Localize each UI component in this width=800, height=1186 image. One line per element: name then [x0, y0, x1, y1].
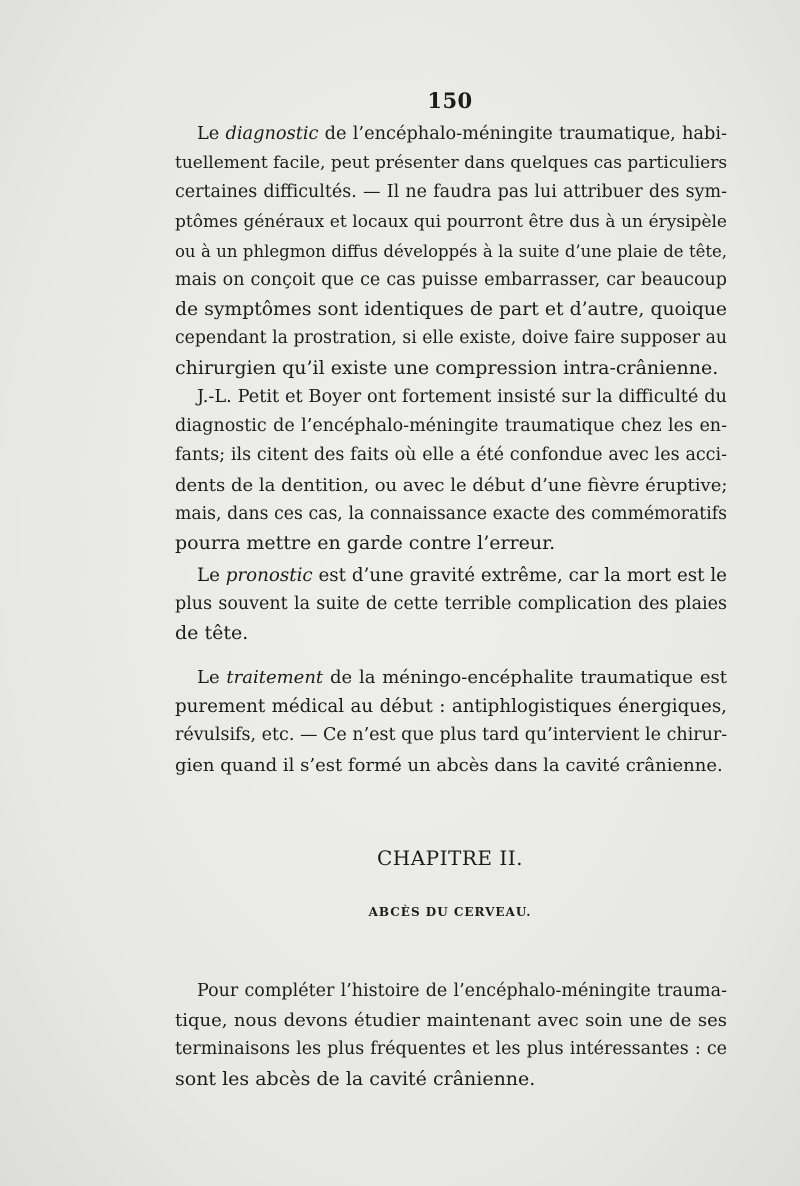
text-line: J.-L. Petit et Boyer ont fortement insisté sur la difficulté du [197, 387, 727, 407]
text-line: Pour compléter l’histoire de l’encéphalo-méningite trauma- [197, 981, 727, 1001]
text-line: révulsifs, etc. — Ce n’est que plus tard qu’intervient le chirur- [175, 725, 728, 746]
chapter-heading: CHAPITRE II. [376, 846, 524, 870]
text-line: Le pronostic est d’une gravité extrême, car la mort est le [197, 565, 727, 586]
chapter-subheading: ABCÈS DU CERVEAU. [368, 905, 532, 919]
text-line: Le diagnostic de l’encéphalo-méningite traumatique, habi- [197, 124, 727, 144]
text-line: ou à un phlegmon diffus développés à la suite d’une plaie de tête, [175, 241, 727, 261]
text-line: mais, dans ces cas, la connaissance exacte des commémoratifs [175, 503, 727, 524]
text-line: certaines difficultés. — Il ne faudra pas lui attribuer des sym- [175, 182, 727, 203]
paragraph-prognosis [175, 561, 727, 649]
text-line: tuellement facile, peut présenter dans quelques cas particuliers [175, 153, 728, 174]
text-line: chirurgien qu’il existe une compression intra-crânienne. [175, 356, 719, 379]
page-number: 150 [427, 88, 473, 113]
text-line: gien quand il s’est formé un abcès dans la cavité crânienne. [175, 754, 723, 776]
text-line: pourra mettre en garde contre l’erreur. [175, 532, 556, 555]
text-line: Le traitement de la méningo-encéphalite traumatique est [197, 667, 727, 688]
paragraph-diagnostic [175, 120, 727, 383]
text-line: de symptômes sont identiques de part et d’autre, quoique [175, 299, 727, 321]
text-line: cependant la prostration, si elle existe, doive faire supposer au [175, 328, 727, 349]
text-line: purement médical au début : antiphlogistiques énergiques, [175, 696, 727, 718]
paragraph-children-diagnosis [175, 383, 727, 558]
text-line: sont les abcès de la cavité crânienne. [175, 1067, 536, 1090]
text-line: fants; ils citent des faits où elle a été confondue avec les acci- [175, 445, 727, 466]
text-line: dents de la dentition, ou avec le début d’une fièvre éruptive; [175, 474, 728, 496]
paragraph-chapter-intro [175, 977, 727, 1094]
text-line: plus souvent la suite de cette terrible complication des plaies [175, 594, 727, 615]
paragraph-treatment [175, 663, 727, 780]
text-line: de tête. [175, 622, 249, 645]
text-line: terminaisons les plus fréquentes et les plus intéressantes : ce [175, 1039, 727, 1060]
text-line: diagnostic de l’encéphalo-méningite traumatique chez les en- [175, 416, 727, 437]
text-line: mais on conçoit que ce cas puisse embarrasser, car beaucoup [175, 270, 727, 291]
text-line: tique, nous devons étudier maintenant avec soin une de ses [175, 1010, 727, 1032]
text-line: ptômes généraux et locaux qui pourront être dus à un érysipèle [175, 211, 727, 232]
